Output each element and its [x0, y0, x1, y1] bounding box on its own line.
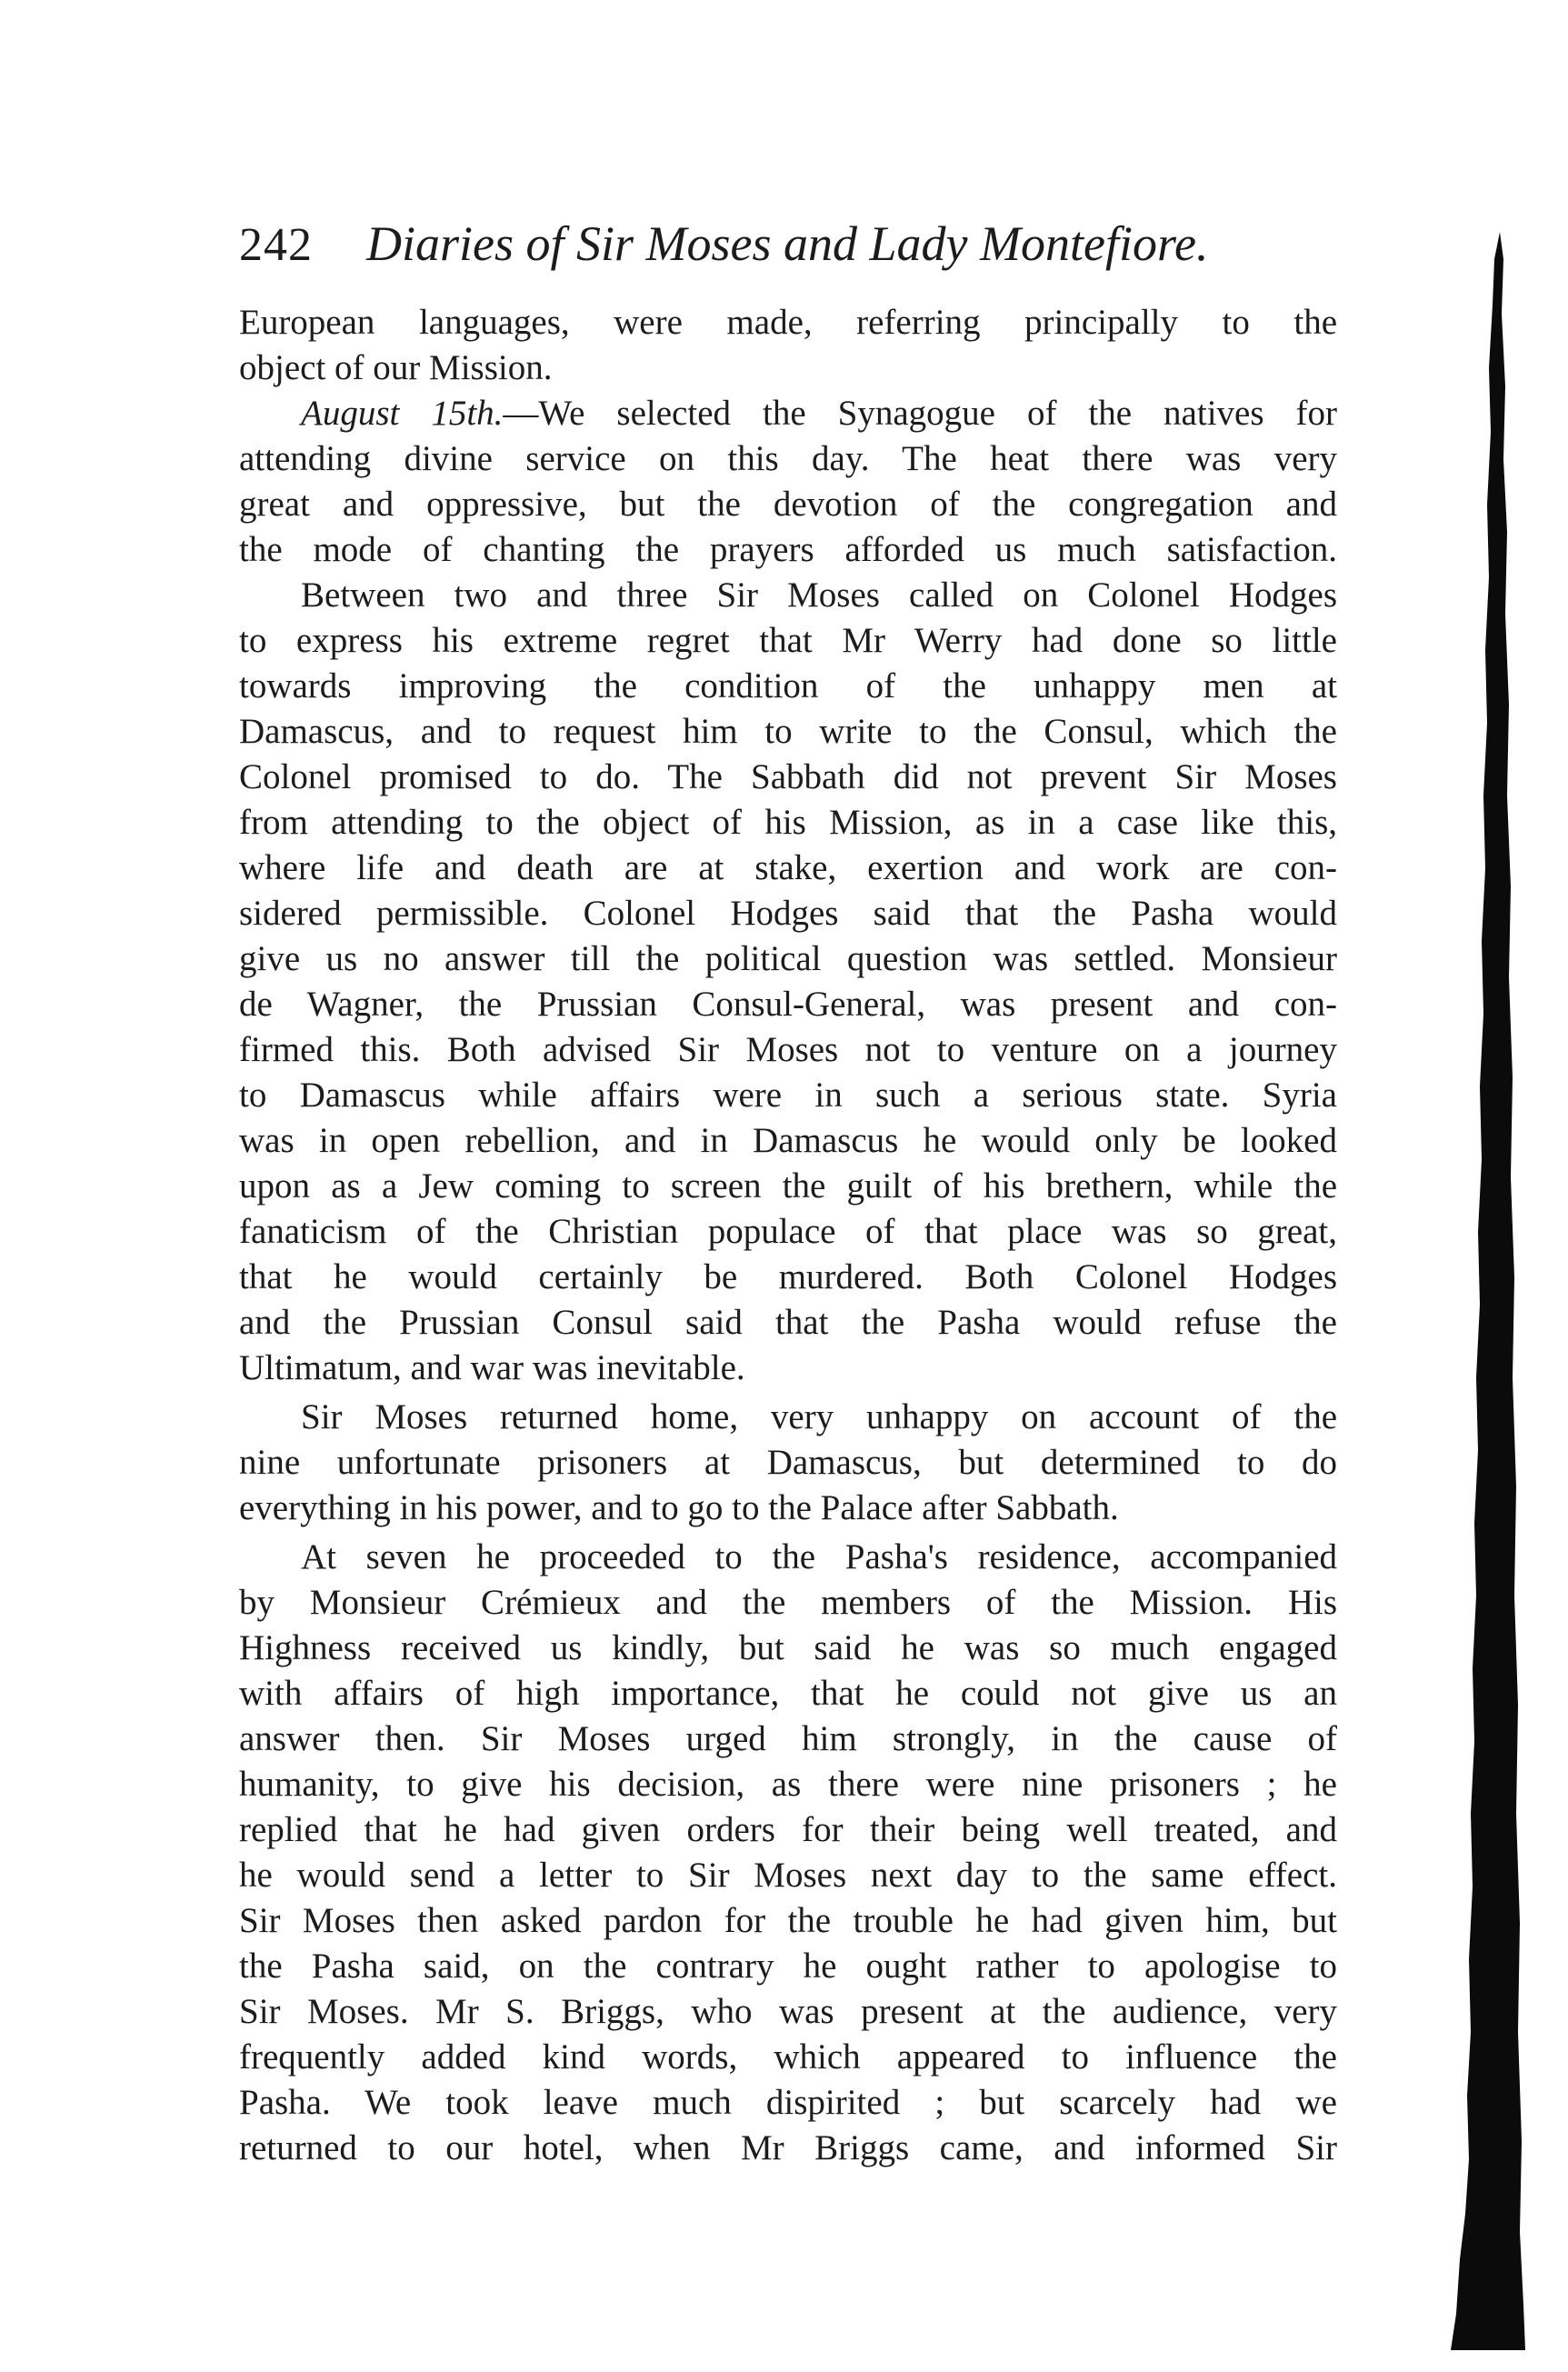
text-line: from attending to the object of his Mission, as in a case like this,	[239, 803, 1337, 842]
page-header	[239, 207, 1348, 280]
text-line: to Damascus while affairs were in such a serious state. Syria	[239, 1076, 1337, 1115]
text-line: with affairs of high importance, that he could not give us an	[239, 1674, 1337, 1713]
text-line: give us no answer till the political question was settled. Monsieur	[239, 939, 1337, 978]
text-line: Sir Moses returned home, very unhappy on account of the	[301, 1397, 1337, 1436]
text-line: by Monsieur Crémieux and the members of the Mission. His	[239, 1583, 1337, 1622]
text-line: Sir Moses then asked pardon for the trouble he had given him, but	[239, 1901, 1337, 1940]
text-line: towards improving the condition of the unhappy men at	[239, 666, 1337, 706]
text-line-date-entry: August 15th.—We selected the Synagogue of the natives for	[301, 394, 1337, 433]
running-title: Diaries of Sir Moses and Lady Montefiore.	[366, 216, 1209, 271]
text-line: the mode of chanting the prayers afforded us much satisfaction.	[239, 530, 1337, 569]
page-edge-shadow	[1429, 232, 1538, 2350]
text-line: Pasha. We took leave much dispirited ; but scarcely had we	[239, 2083, 1337, 2122]
body-text	[239, 300, 1337, 2171]
text-line: everything in his power, and to go to the Palace after Sabbath.	[239, 1488, 1119, 1527]
text-line: humanity, to give his decision, as there were nine prisoners ; he	[239, 1765, 1337, 1804]
text-line: Sir Moses. Mr S. Briggs, who was present at the audience, very	[239, 1992, 1337, 2031]
text-line: that he would certainly be murdered. Both Colonel Hodges	[239, 1257, 1337, 1296]
text-line: Ultimatum, and war was inevitable.	[239, 1348, 745, 1387]
text-line: fanaticism of the Christian populace of that place was so great,	[239, 1212, 1337, 1251]
text-line: returned to our hotel, when Mr Briggs came, and informed Sir	[239, 2128, 1337, 2167]
text-line: replied that he had given orders for their being well treated, and	[239, 1810, 1337, 1849]
date-heading: August 15th.	[301, 394, 504, 433]
text-line: and the Prussian Consul said that the Pasha would refuse the	[239, 1303, 1337, 1342]
text-line: nine unfortunate prisoners at Damascus, but determined to do	[239, 1443, 1337, 1482]
text-line: At seven he proceeded to the Pasha's residence, accompanied	[301, 1537, 1337, 1576]
text-line: sidered permissible. Colonel Hodges said that the Pasha would	[239, 894, 1337, 933]
text-line: de Wagner, the Prussian Consul-General, was present and con-	[239, 985, 1337, 1024]
text-line: he would send a letter to Sir Moses next day to the same effect.	[239, 1856, 1337, 1895]
text-line: firmed this. Both advised Sir Moses not to venture on a journey	[239, 1030, 1337, 1069]
text-line: answer then. Sir Moses urged him strongly, in the cause of	[239, 1719, 1337, 1758]
text-line: frequently added kind words, which appeared to influence the	[239, 2037, 1337, 2077]
text-line: Colonel promised to do. The Sabbath did not prevent Sir Moses	[239, 757, 1337, 796]
text-line: object of our Mission.	[239, 348, 553, 387]
text-line: attending divine service on this day. The heat there was very	[239, 439, 1337, 478]
text-line: was in open rebellion, and in Damascus he would only be looked	[239, 1121, 1337, 1160]
text-line: Highness received us kindly, but said he was so much engaged	[239, 1628, 1337, 1667]
text-line: where life and death are at stake, exertion and work are con-	[239, 848, 1337, 887]
text-line: upon as a Jew coming to screen the guilt of his brethern, while the	[239, 1166, 1337, 1206]
text-line: Between two and three Sir Moses called on Colonel Hodges	[301, 575, 1337, 615]
text-line: to express his extreme regret that Mr Werry had done so little	[239, 621, 1337, 660]
text-line: the Pasha said, on the contrary he ought rather to apologise to	[239, 1947, 1337, 1986]
page-number: 242	[239, 219, 313, 271]
text-line: Damascus, and to request him to write to the Consul, which the	[239, 712, 1337, 751]
text-line: European languages, were made, referring principally to the	[239, 303, 1337, 342]
text-line: great and oppressive, but the devotion of the congregation and	[239, 485, 1337, 524]
